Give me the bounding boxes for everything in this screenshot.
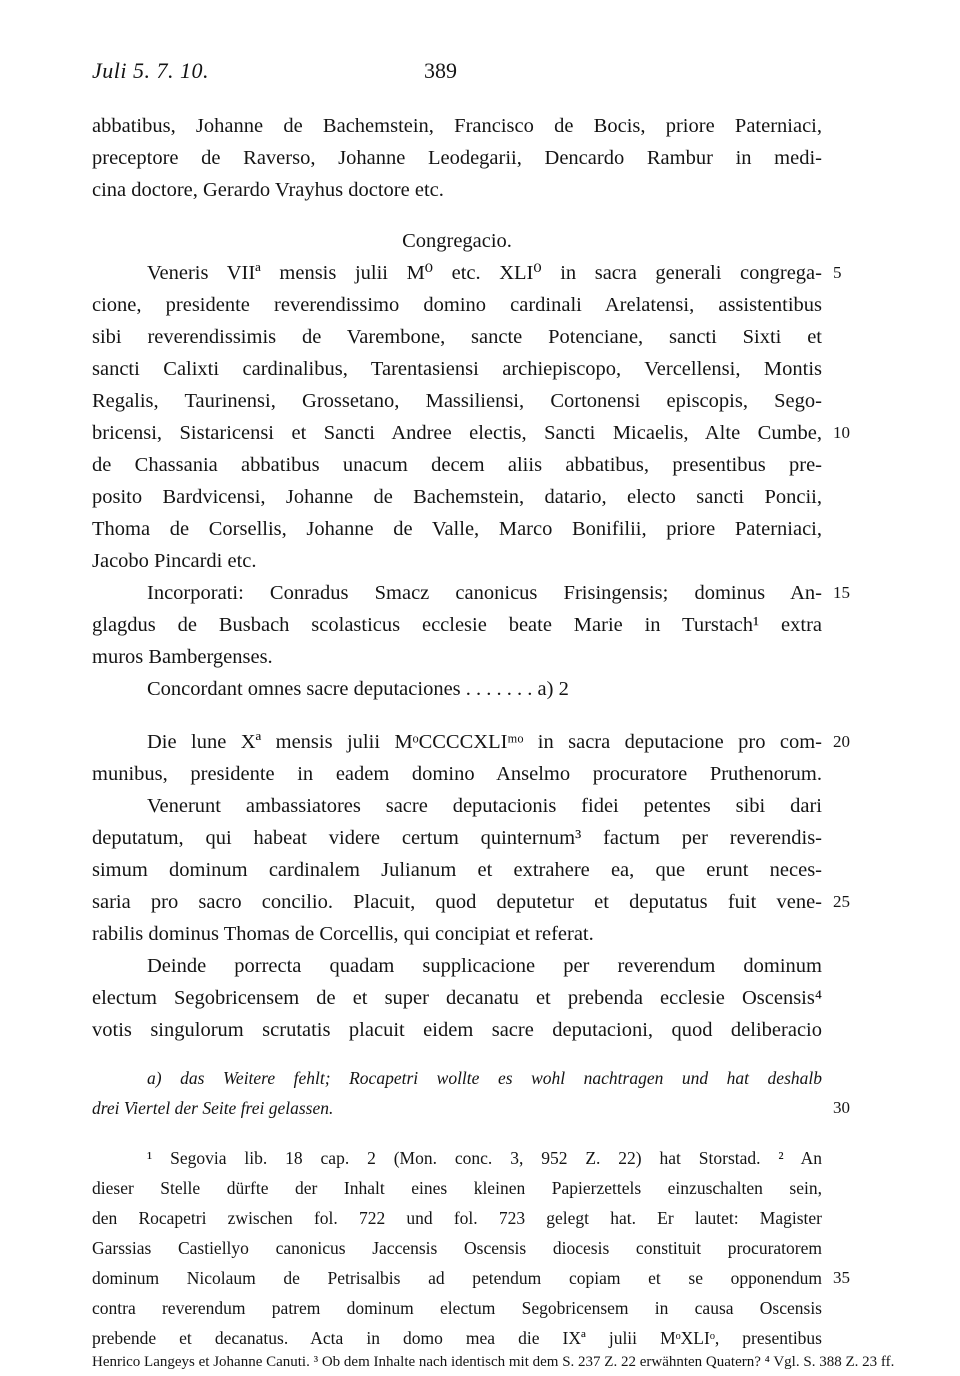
text-line: Jacobo Pincardi etc. (92, 550, 257, 572)
text-line: de Chassania abbatibus unacum decem aliis abbatibus, presentibus pre- (92, 454, 822, 476)
line-number: 15 (833, 583, 850, 602)
text-line: cione, presidente reverendissimo domino cardinali Arelatensi, assistentibus (92, 294, 822, 316)
text-line: bricensi, Sistaricensi et Sancti Andree electis, Sancti Micaelis, Alte Cumbe, (92, 422, 822, 444)
running-header (92, 58, 822, 90)
footnote-line: Henrico Langeys et Johanne Canuti. ³ Ob dem Inhalte nach identisch mit dem S. 237 Z. 22 erwähnten Quatern? ⁴ Vgl. S. 388 Z. 23 ff. (92, 1354, 895, 1370)
text-line: simum dominum cardinalem Julianum et extrahere ea, que erunt neces- (92, 859, 822, 881)
footnote-line: Garssias Castiellyo canonicus Jaccensis Oscensis diocesis constituit procuratorem (92, 1238, 822, 1258)
text-line: munibus, presidente in eadem domino Anselmo procuratore Pruthenorum. (92, 763, 822, 785)
footnote-line: dieser Stelle dürfte der Inhalt eines kleinen Papierzettels einzuschalten sein, (92, 1178, 822, 1198)
text-line: muros Bambergenses. (92, 646, 273, 668)
text-line: cina doctore, Gerardo Vrayhus doctore etc. (92, 179, 444, 201)
text-line: Regalis, Taurinensi, Grossetano, Massiliensi, Cortonensi episcopis, Sego- (92, 390, 822, 412)
text-line: saria pro sacro concilio. Placuit, quod deputetur et deputatus fuit vene- (92, 891, 822, 913)
apparatus-note: drei Viertel der Seite frei gelassen. (92, 1098, 334, 1118)
text-line: Die lune Xª mensis julii MᵒCCCCXLIᵐᵒ in sacra deputacione pro com- (147, 731, 822, 753)
text-line: Deinde porrecta quadam supplicacione per reverendum dominum (147, 955, 822, 977)
header-dates: Juli 5. 7. 10. (92, 58, 209, 83)
text-line: deputatum, qui habeat videre certum quinternum³ factum per reverendis- (92, 827, 822, 849)
text-line: Venerunt ambassiatores sacre deputacionis fidei petentes sibi dari (147, 795, 822, 817)
text-line: votis singulorum scrutatis placuit eidem sacre deputacioni, quod deliberacio (92, 1019, 822, 1041)
line-number: 5 (833, 263, 842, 282)
footnote-line: ¹ Segovia lib. 18 cap. 2 (Mon. conc. 3, 952 Z. 22) hat Storstad. ² An (147, 1148, 822, 1168)
text-line: electum Segobricensem de et super decanatu et prebenda ecclesie Oscensis⁴ (92, 987, 822, 1009)
text-line: glagdus de Busbach scolasticus ecclesie beate Marie in Turstach¹ extra (92, 614, 822, 636)
text-line: sibi reverendissimis de Varembone, sancte Potenciane, sancti Sixti et (92, 326, 822, 348)
text-line: Veneris VIIª mensis julii M⁰ etc. XLI⁰ in sacra generali congrega- (147, 262, 822, 284)
text-line: abbatibus, Johanne de Bachemstein, Francisco de Bocis, priore Paterniaci, (92, 115, 822, 137)
text-line: Thoma de Corsellis, Johanne de Valle, Marco Bonifilii, priore Paterniaci, (92, 518, 822, 540)
footnote-line: den Rocapetri zwischen fol. 722 und fol. 723 gelegt hat. Er lautet: Magister (92, 1208, 822, 1228)
text-line: Concordant omnes sacre deputaciones . . . . . . . a) 2 (147, 678, 569, 700)
footnote-line: prebende et decanatus. Acta in domo mea die IXª julii MᵒXLIᵒ, presentibus (92, 1328, 822, 1348)
text-line: posito Bardvicensi, Johanne de Bachemstein, datario, electo sancti Poncii, (92, 486, 822, 508)
line-number: 20 (833, 732, 850, 751)
line-number: 30 (833, 1098, 850, 1117)
text-line: sancti Calixti cardinalibus, Tarentasiensi archiepiscopo, Vercellensi, Montis (92, 358, 822, 380)
line-number: 35 (833, 1268, 850, 1287)
apparatus-note: a) das Weitere fehlt; Rocapetri wollte es wohl nachtragen und hat deshalb (147, 1068, 822, 1088)
text-line: preceptore de Raverso, Johanne Leodegarii, Dencardo Rambur in medi- (92, 147, 822, 169)
footnote-line: dominum Nicolaum de Petrisalbis ad petendum copiam et se opponendum (92, 1268, 822, 1288)
text-line: Incorporati: Conradus Smacz canonicus Frisingensis; dominus An- (147, 582, 822, 604)
line-number: 25 (833, 892, 850, 911)
page-number: 389 (424, 58, 457, 83)
section-heading: Congregacio. (402, 230, 512, 252)
line-number: 10 (833, 423, 850, 442)
footnote-line: contra reverendum patrem dominum electum Segobricensem in causa Oscensis (92, 1298, 822, 1318)
text-line: rabilis dominus Thomas de Corcellis, qui concipiat et referat. (92, 923, 594, 945)
